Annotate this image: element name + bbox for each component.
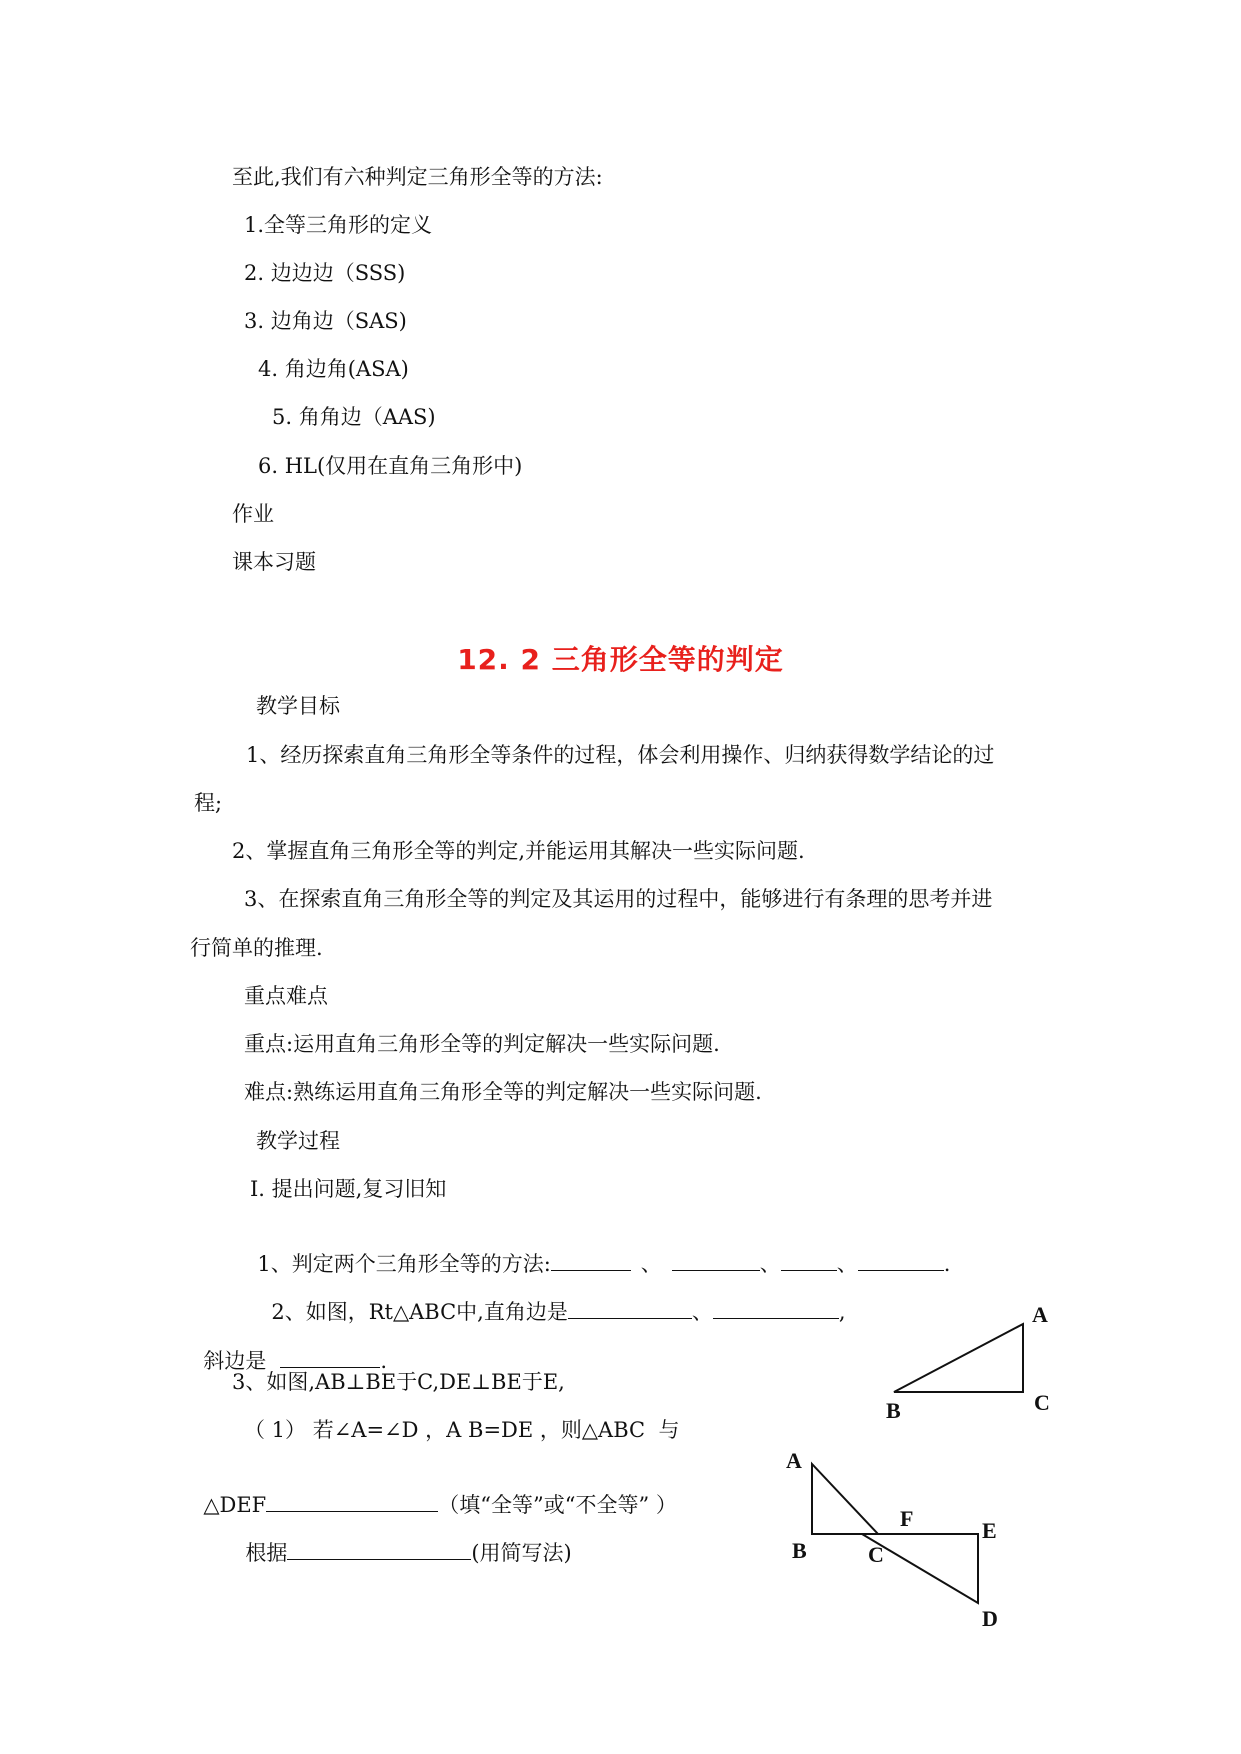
difficulty-line: 难点:熟练运用直角三角形全等的判定解决一些实际问题. [244,1080,762,1104]
question-3-basis [232,1513,572,1566]
question-2 [258,1272,846,1325]
objective-3a: 3、在探索直角三角形全等的判定及其运用的过程中，能够进行有条理的思考并进 [244,887,993,911]
q2-hyp-end: . [380,1349,388,1373]
q1-sep: 、 [836,1252,858,1276]
answer-blank-6[interactable] [713,1298,839,1319]
answer-blank-7[interactable] [280,1347,380,1368]
question-2-hypotenuse [190,1321,387,1374]
process-heading: 教学过程 [256,1129,340,1153]
method-6: 6. HL(仅用在直角三角形中) [258,454,523,478]
label-f: F [900,1506,914,1531]
keypoint-line: 重点:运用直角三角形全等的判定解决一些实际问题. [244,1032,720,1056]
triangle-def-label: △DEF [203,1493,267,1517]
q1-end: . [943,1252,951,1276]
q1-sep: 、 [759,1252,781,1276]
basis-hint: (用简写法) [471,1541,572,1565]
label-b: B [792,1538,807,1563]
two-triangles-figure [770,1440,1020,1640]
label-c: C [1034,1390,1050,1415]
triangle-abc [812,1464,878,1534]
answer-blank-9[interactable] [287,1539,471,1560]
q2-end: , [838,1300,846,1324]
homework-text: 课本习题 [232,550,316,574]
method-3: 3. 边角边（SAS) [244,309,407,333]
intro-line: 至此,我们有六种判定三角形全等的方法: [232,165,603,189]
method-5: 5. 角角边（AAS) [272,405,436,429]
fill-instruction: （填“全等”或“不全等” ） [438,1493,677,1517]
question-1 [244,1224,950,1277]
right-triangle-figure [880,1300,1080,1430]
objective-3b: 行简单的推理. [190,936,323,960]
objective-1a: 1、经历探索直角三角形全等条件的过程，体会利用操作、归纳获得数学结论的过 [246,743,995,767]
objective-1b: 程; [194,791,223,815]
label-b: B [886,1398,901,1423]
answer-blank-3[interactable] [781,1250,837,1271]
method-4: 4. 角边角(ASA) [258,357,409,381]
method-1: 1.全等三角形的定义 [244,213,433,237]
q2-sep: 、 [691,1300,713,1324]
objective-2: 2、掌握直角三角形全等的判定,并能运用其解决一些实际问题. [232,839,805,863]
answer-blank-1[interactable] [551,1250,631,1271]
question-2-text: 2、如图，Rt△ABC中,直角边是 [271,1300,568,1324]
step-1: Ⅰ. 提出问题,复习旧知 [250,1177,447,1201]
answer-blank-4[interactable] [858,1250,944,1271]
label-e: E [982,1518,997,1543]
question-1-text: 1、判定两个三角形全等的方法: [257,1252,551,1276]
keypoints-heading: 重点难点 [244,984,328,1008]
label-c: C [868,1542,884,1567]
label-a: A [786,1448,802,1473]
q1-sep: 、 [640,1252,662,1276]
method-2: 2. 边边边（SSS) [244,261,406,285]
label-a: A [1032,1302,1048,1327]
triangle-abc [894,1324,1023,1392]
question-3-part-1: （ 1） 若∠A=∠D ，A B=DE ，则△ABC 与 [244,1418,680,1442]
objectives-heading: 教学目标 [256,694,340,718]
answer-blank-5[interactable] [568,1298,692,1319]
hypotenuse-label: 斜边是 [203,1349,267,1373]
answer-blank-8[interactable] [266,1491,438,1512]
answer-blank-2[interactable] [672,1250,760,1271]
basis-label: 根据 [245,1541,288,1565]
homework-heading: 作业 [232,502,274,526]
question-3: 3、如图,AB⊥BE于C,DE⊥BE于E, [232,1370,565,1394]
section-title: 12. 2 三角形全等的判定 [457,643,784,676]
question-3-part-1b [190,1465,677,1518]
label-d: D [982,1606,998,1631]
